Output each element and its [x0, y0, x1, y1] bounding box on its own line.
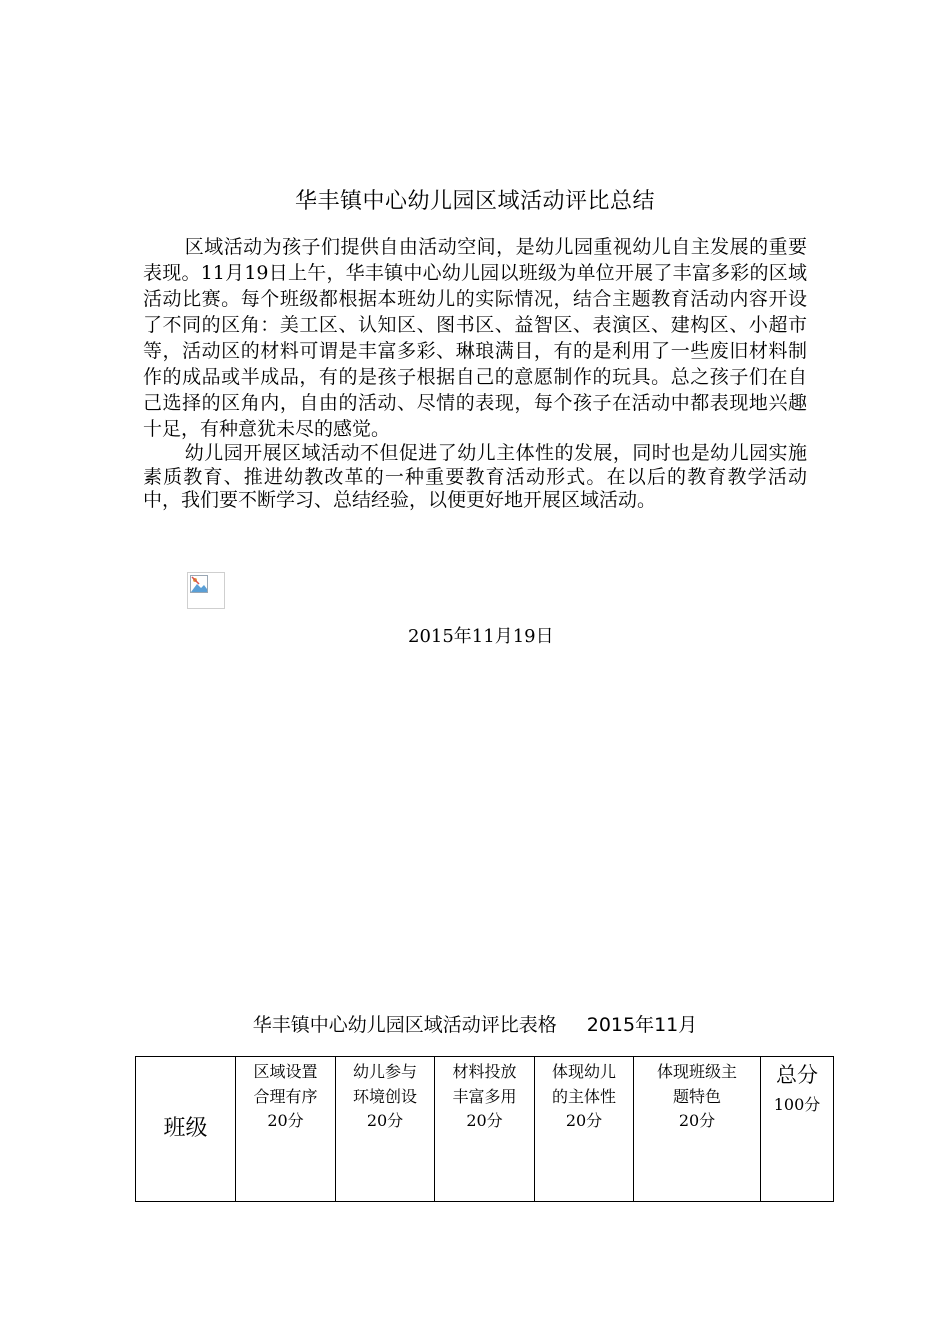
total-label: 总分 [776, 1063, 818, 1087]
document-title: 华丰镇中心幼儿园区域活动评比总结 [294, 189, 655, 214]
table-caption-title: 华丰镇中心幼儿园区域活动评比表格 [252, 1014, 557, 1036]
class-header: 班级 [136, 1057, 236, 1202]
total-header [761, 1057, 834, 1202]
image-placeholder-icon [190, 575, 208, 593]
evaluation-table [135, 1056, 834, 1202]
table-header-row [136, 1057, 834, 1202]
paragraph-1: 区域活动为孩子们提供自由活动空间，是幼儿园重视幼儿自主发展的重要表现。11月19日上午，华丰镇中心幼儿园以班级为单位开展了丰富多彩的区域活动比赛。每个班级都根据本班幼儿的实际情况，结合主题教育活动内容开设了不同的区角：美工区、认知区、图书区、益智区、表演区、建构区、小超市等，活动区的材料可谓是丰富多彩、琳琅满目，有的是利用了一些废旧材料制作的成品或半成品，有的是孩子根据自己的意愿制作的玩具。总之孩子们在自己选择的区角内，自由的活动、尽情的表现，每个孩子在活动中都表现地兴趣十足，有种意犹未尽的感觉。 [143, 236, 807, 440]
criterion-header: 区域设置 合理有序 20分 [236, 1057, 336, 1202]
table-caption-date: 2015年11月 [586, 1014, 698, 1036]
paragraph-2: 幼儿园开展区域活动不但促进了幼儿主体性的发展，同时也是幼儿园实施素质教育、推进幼教改革的一种重要教育活动形式。在以后的教育教学活动中，我们要不断学习、总结经验，以便更好地开展区域活动。 [143, 442, 807, 511]
criterion-header: 体现班级主 题特色 20分 [634, 1057, 761, 1202]
broken-image-icon [187, 572, 225, 609]
document-date: 2015年11月19日 [408, 626, 554, 647]
table-caption [0, 1010, 950, 1037]
criterion-header: 材料投放 丰富多用 20分 [435, 1057, 535, 1202]
total-score: 100分 [773, 1095, 821, 1114]
criterion-header: 幼儿参与 环境创设 20分 [336, 1057, 435, 1202]
document-body [143, 234, 807, 513]
criterion-header: 体现幼儿 的主体性 20分 [535, 1057, 634, 1202]
